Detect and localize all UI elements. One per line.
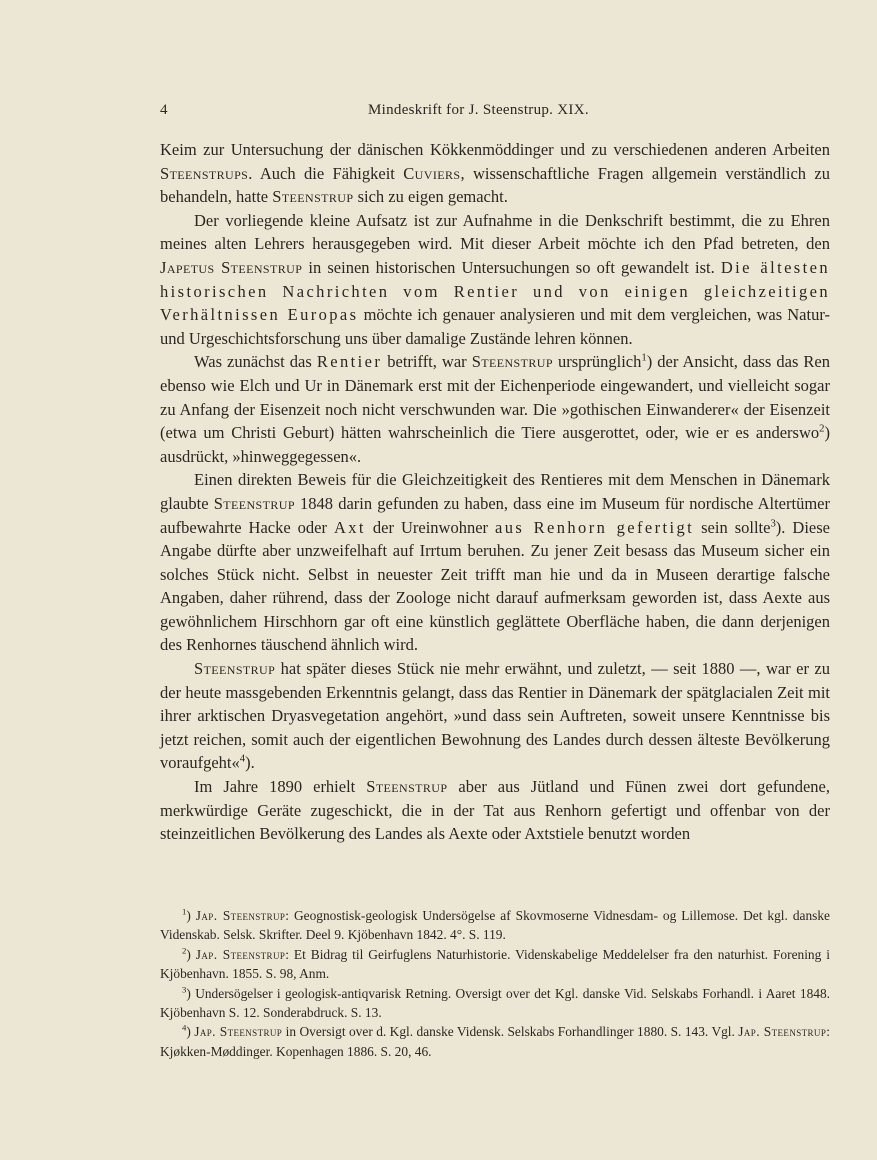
body-text xyxy=(160,138,830,846)
paragraph: Keim zur Untersuchung der dänischen Kökkenmöddinger und zu verschiedenen anderen Arbeiten Steenstrups. Auch die Fähigkeit Cuviers, wissenschaftliche Fragen allgemein verständlich zu behandeln, hatte Steenstrup sich zu eigen gemacht. xyxy=(160,140,830,207)
footnotes xyxy=(160,906,830,1061)
footnote: $^1$) Jap. Steenstrup: Geognostisk-geologisk Undersögelse af Skovmoserne Vidnesdam- og Lillemose. Det kgl. danske Videnskab. Selsk. Skrifter. Deel 9. Kjöbenhavn 1842. 4°. S. 119. xyxy=(160,906,830,943)
footnote: $^2$) Jap. Steenstrup: Et Bidrag til Geirfuglens Naturhistorie. Videnskabelige Meddelelser fra den naturhist. Forening i Kjöbenhavn. 1855. S. 98, Anm. xyxy=(160,945,830,982)
paragraph: Einen direkten Beweis für die Gleichzeitigkeit des Rentieres mit dem Menschen in Dänemark glaubte Steenstrup 1848 darin gefunden zu haben, dass eine im Museum für nordische Altertümer aufbewahrte Hacke oder Axt der Ureinwohner aus Renhorn gefertigt sein sollte$^3$). Diese Angabe dürfte aber unzweifelhaft auf Irrtum beruhen. Zu jener Zeit besass das Museum sicher ein solches Stück nicht. Selbst in neuester Zeit trifft man hie und da in Museen derartige falsche Angaben, daher rührend, dass der Zoologe nicht darauf aufmerksam geworden ist, dass Aexte aus gewöhnlichem Hirschhorn gar oft eine künstlich geglättete Oberfläche haben, die dann derjenigen des Renhornes täuschend ähnlich wird. xyxy=(160,470,830,655)
paragraph: Was zunächst das Rentier betrifft, war Steenstrup ursprünglich$^1$) der Ansicht, dass das Ren ebenso wie Elch und Ur in Dänemark erst mit der Eichenperiode eingewandert, und vielleicht sogar zu Anfang der Eisenzeit noch nicht verschwunden war. Die »gothischen Einwanderer« der Eisenzeit (etwa um Christi Geburt) hätten wahrscheinlich die Tiere ausgerottet, oder, wie er es anderswo$^2$) ausdrückt, »hinweggegessen«. xyxy=(160,351,831,466)
page-number: 4 xyxy=(160,102,168,118)
footnote: $^4$) Jap. Steenstrup in Oversigt over d. Kgl. danske Vidensk. Selskabs Forhandlinger 1880. S. 143. Vgl. Jap. Steenstrup: Kjøkken-Møddinger. Kopenhagen 1886. S. 20, 46. xyxy=(160,1022,830,1059)
paragraph: Der vorliegende kleine Aufsatz ist zur Aufnahme in die Denkschrift bestimmt, die zu Ehren meines alten Lehrers herausgegeben wird. Mit dieser Arbeit möchte ich den Pfad betreten, den Japetus Steenstrup in seinen historischen Untersuchungen so oft gewandelt ist. Die ältesten historischen Nachrichten vom Rentier und von einigen gleichzeitigen Verhältnissen Europas möchte ich genauer analysieren und mit dem vergleichen, was Natur- und Urgeschichtsforschung uns über damalige Zustände lehren können. xyxy=(160,210,830,348)
running-title: Mindeskrift for J. Steenstrup. XIX. xyxy=(368,102,589,118)
footnote: $^3$) Undersögelser i geologisk-antiqvarisk Retning. Oversigt over det Kgl. danske Vid. Selskabs Forhandl. i Aaret 1848. Kjöbenhavn S. 12. Sonderabdruck. S. 13. xyxy=(160,984,830,1021)
paragraph: Steenstrup hat später dieses Stück nie mehr erwähnt, und zuletzt, — seit 1880 —, war er zu der heute massgebenden Erkenntnis gelangt, dass das Rentier in Dänemark der spätglacialen Zeit mit ihrer arktischen Dryasvegetation angehört, »und dass sein Auftreten, soweit unsere Kenntnisse bis jetzt reichen, somit auch der eigentlichen Bewohnung des Landes durch dessen älteste Bevölkerung voraufgeht«$^4$). xyxy=(160,659,830,773)
running-header xyxy=(160,102,830,122)
paragraph: Im Jahre 1890 erhielt Steenstrup aber aus Jütland und Fünen zwei dort gefundene, merkwürdige Geräte zugeschickt, die in der Tat aus Renhorn gefertigt und offenbar von der steinzeitlichen Bevölkerung des Landes als Aexte oder Axtstiele benutzt worden xyxy=(160,777,830,844)
